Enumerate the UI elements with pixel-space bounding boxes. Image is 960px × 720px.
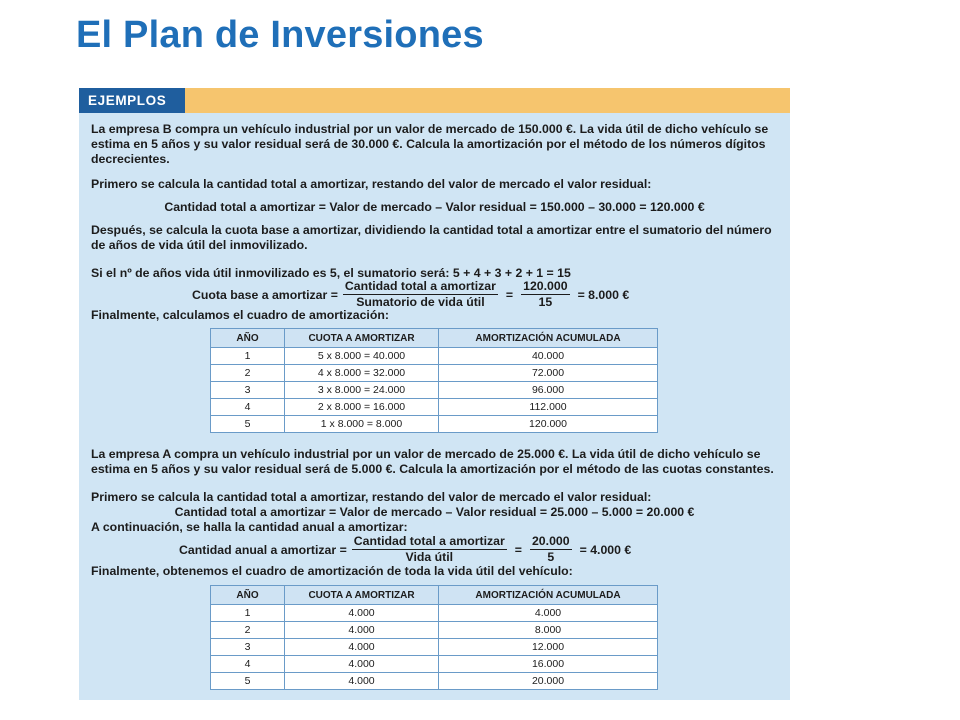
column-header-accumulated: AMORTIZACIÓN ACUMULADA [439,329,658,348]
cell-quota: 1 x 8.000 = 8.000 [285,416,439,433]
table-header-row [211,586,658,605]
cell-quota: 4 x 8.000 = 32.000 [285,365,439,382]
table-row [211,605,658,622]
ex1-formula2-equals: = [505,287,514,302]
cell-quota: 5 x 8.000 = 40.000 [285,348,439,365]
table-row [211,639,658,656]
ex1-formula2-fraction2 [521,280,569,309]
cell-accumulated: 40.000 [439,348,658,365]
column-header-year: AÑO [211,586,285,605]
ex2-formula2-fraction1 [352,535,507,564]
ex1-formula1: Cantidad total a amortizar = Valor de mercado – Valor residual = 150.000 – 30.000 = 120.000 € [164,200,705,214]
examples-header-label: EJEMPLOS [79,88,185,113]
ex2-formula2-den2: 5 [547,550,555,564]
cell-year: 2 [211,622,285,639]
examples-header-band [79,88,790,113]
table-row [211,673,658,690]
cell-quota: 2 x 8.000 = 16.000 [285,399,439,416]
table-row [211,348,658,365]
cell-accumulated: 96.000 [439,382,658,399]
ex1-step3: Finalmente, calculamos el cuadro de amortización: [91,308,389,322]
ex1-formula2 [192,280,632,309]
cell-year: 3 [211,382,285,399]
ex2-formula2-lhs: Cantidad anual a amortizar = [179,542,347,557]
page-title: El Plan de Inversiones [76,14,484,56]
ex1-formula2-num1: Cantidad total a amortizar [344,279,496,293]
ex2-formula2-result: = 4.000 € [579,542,632,557]
cell-year: 1 [211,605,285,622]
cell-quota: 3 x 8.000 = 24.000 [285,382,439,399]
ex2-formula1: Cantidad total a amortizar = Valor de mercado – Valor residual = 25.000 – 5.000 = 20.000 € [174,505,695,519]
cell-accumulated: 4.000 [439,605,658,622]
table-row [211,382,658,399]
ex2-step2: A continuación, se halla la cantidad anual a amortizar: [91,520,408,534]
column-header-quota: CUOTA A AMORTIZAR [285,586,439,605]
cell-accumulated: 16.000 [439,656,658,673]
cell-year: 2 [211,365,285,382]
ex2-amortization-table [210,585,658,690]
cell-accumulated: 72.000 [439,365,658,382]
ex2-formula2-equals: = [514,542,522,557]
cell-accumulated: 112.000 [439,399,658,416]
cell-quota: 4.000 [285,639,439,656]
ex1-formula2-num2: 120.000 [523,279,568,293]
examples-box [79,88,790,700]
cell-quota: 4.000 [285,673,439,690]
cell-year: 4 [211,399,285,416]
ex1-formula2-den1: Sumatorio de vida útil [356,295,485,309]
ex1-formula2-fraction1 [343,280,498,309]
ex2-formula2-num2: 20.000 [531,534,570,548]
cell-accumulated: 120.000 [439,416,658,433]
table-header-row [211,329,658,348]
cell-quota: 4.000 [285,605,439,622]
ex2-formula2-den1: Vida útil [405,550,454,564]
cell-year: 3 [211,639,285,656]
cell-year: 4 [211,656,285,673]
ex2-step3: Finalmente, obtenemos el cuadro de amortización de toda la vida útil del vehículo: [91,564,573,578]
ex1-formula2-result: = 8.000 € [577,287,630,302]
ex2-formula2 [179,535,634,564]
ex1-formula2-den2: 15 [538,295,553,309]
table-row [211,656,658,673]
ex1-formula2-lhs: Cuota base a amortizar = [192,287,338,302]
ex2-intro: La empresa A compra un vehículo industrial por un valor de mercado de 25.000 €. La vida útil de dicho vehículo se estima en 5 años y su valor residual será de 5.000 €. Calcula la amortización por el método de las cuotas constantes. [91,447,774,476]
ex1-step2: Después, se calcula la cuota base a amortizar, dividiendo la cantidad total a amortizar entre el sumatorio del número de años de vida útil del inmovilizado. [91,223,772,252]
column-header-quota: CUOTA A AMORTIZAR [285,329,439,348]
cell-year: 5 [211,416,285,433]
cell-accumulated: 20.000 [439,673,658,690]
ex1-intro: La empresa B compra un vehículo industrial por un valor de mercado de 150.000 €. La vida útil de dicho vehículo se estima en 5 años y su valor residual será de 30.000 €. Calcula la amortización por el método de los números dígitos decrecientes. [91,122,769,166]
cell-accumulated: 12.000 [439,639,658,656]
ex1-amortization-table [210,328,658,433]
ex2-formula2-fraction2 [530,535,572,564]
ex2-formula2-num1: Cantidad total a amortizar [353,534,505,548]
table-row [211,622,658,639]
ex1-sum-line: Si el nº de años vida útil inmovilizado es 5, el sumatorio será: 5 + 4 + 3 + 2 + 1 = 15 [91,266,571,280]
table-row [211,416,658,433]
cell-quota: 4.000 [285,622,439,639]
table-row [211,399,658,416]
cell-quota: 4.000 [285,656,439,673]
column-header-year: AÑO [211,329,285,348]
column-header-accumulated: AMORTIZACIÓN ACUMULADA [439,586,658,605]
table-row [211,365,658,382]
ex1-step1: Primero se calcula la cantidad total a amortizar, restando del valor de mercado el valor residual: [91,177,652,191]
cell-year: 1 [211,348,285,365]
ex2-step1: Primero se calcula la cantidad total a amortizar, restando del valor de mercado el valor residual: [91,490,652,504]
cell-accumulated: 8.000 [439,622,658,639]
cell-year: 5 [211,673,285,690]
